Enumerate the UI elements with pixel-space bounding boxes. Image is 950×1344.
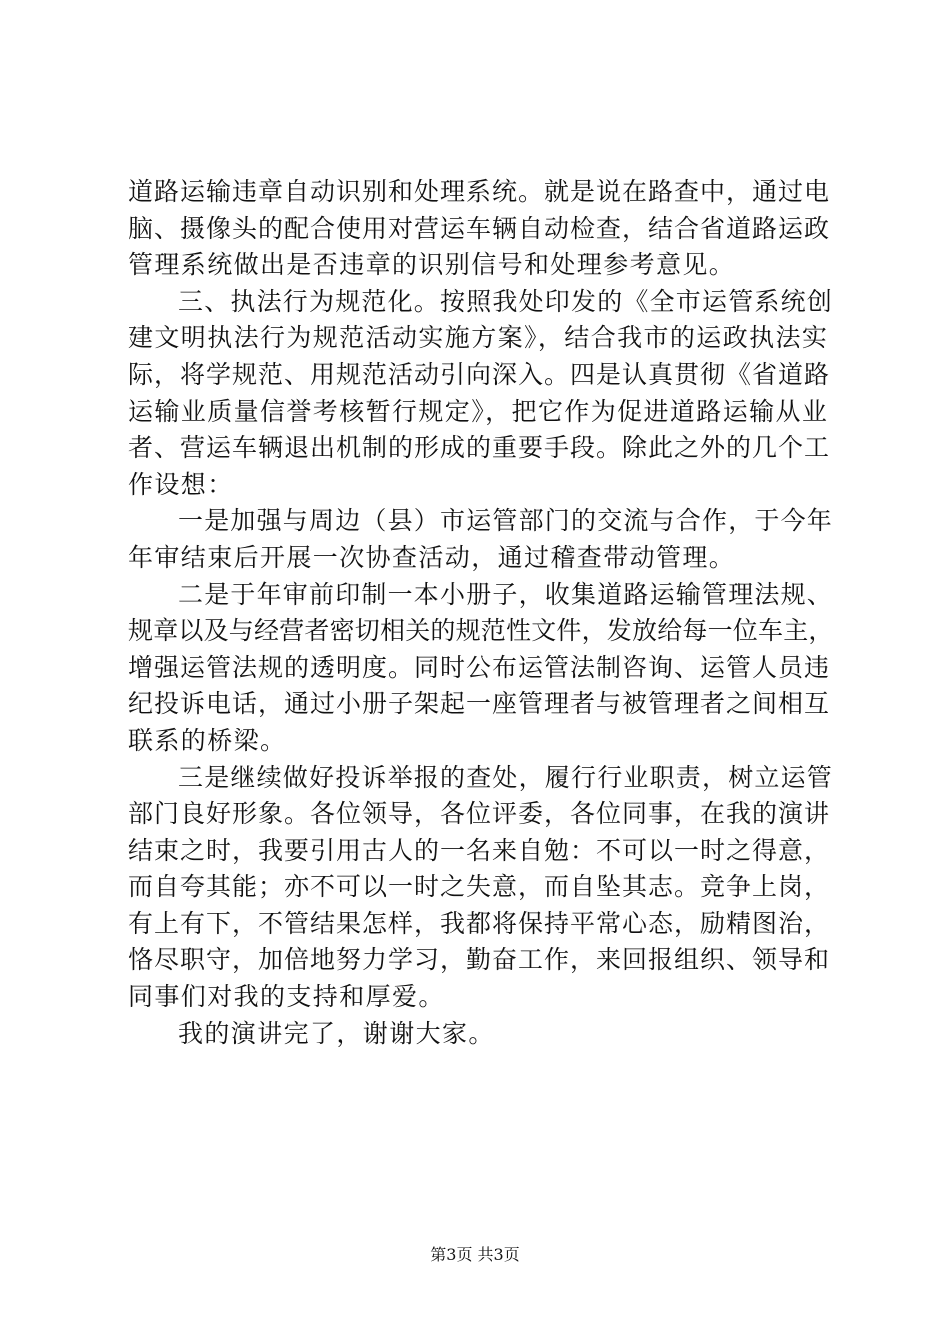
text-line: 部门良好形象。各位领导，各位评委，各位同事，在我的演讲 [128, 799, 831, 829]
text-line: 同事们对我的支持和厚爱。 [128, 982, 445, 1012]
text-line: 联系的桥梁。 [128, 725, 287, 755]
text-line: 规章以及与经营者密切相关的规范性文件，发放给每一位车主， [128, 616, 834, 646]
text-line: 而自夸其能；亦不可以一时之失意，而自坠其志。竞争上岗， [128, 872, 831, 902]
paragraph-start-line: 三是继续做好投诉举报的查处，履行行业职责，树立运管 [178, 762, 834, 792]
text-line: 脑、摄像头的配合使用对营运车辆自动检查，结合省道路运政 [128, 213, 831, 243]
paragraph-start-line: 我的演讲完了，谢谢大家。 [178, 1018, 495, 1048]
paragraph-start-line: 三、执法行为规范化。按照我处印发的《全市运管系统创 [178, 286, 834, 316]
text-line: 际，将学规范、用规范活动引向深入。四是认真贯彻《省道路 [128, 359, 831, 389]
text-line: 年审结束后开展一次协查活动，通过稽查带动管理。 [128, 542, 736, 572]
text-line: 作设想： [128, 469, 234, 499]
text-line: 管理系统做出是否违章的识别信号和处理参考意见。 [128, 250, 736, 280]
document-body [128, 174, 834, 1052]
text-line: 有上有下，不管结果怎样，我都将保持平常心态，励精图治， [128, 908, 831, 938]
text-line: 者、营运车辆退出机制的形成的重要手段。除此之外的几个工 [128, 433, 831, 463]
text-line: 建文明执法行为规范活动实施方案》，结合我市的运政执法实 [128, 323, 829, 353]
page-number-footer: 第3页 共3页 [430, 1245, 520, 1264]
text-line: 恪尽职守，加倍地努力学习，勤奋工作，来回报组织、领导和 [128, 945, 831, 975]
text-line: 结束之时，我要引用古人的一名来自勉：不可以一时之得意， [128, 835, 831, 865]
paragraph-start-line: 二是于年审前印制一本小册子，收集道路运输管理法规、 [178, 579, 834, 609]
text-line: 增强运管法规的透明度。同时公布运管法制咨询、运管人员违 [128, 652, 831, 682]
text-line: 运输业质量信誉考核暂行规定》，把它作为促进道路运输从业 [128, 396, 829, 426]
text-line: 道路运输违章自动识别和处理系统。就是说在路查中，通过电 [128, 177, 831, 206]
paragraph-start-line: 一是加强与周边（县）市运管部门的交流与合作，于今年 [178, 506, 834, 536]
text-line: 纪投诉电话，通过小册子架起一座管理者与被管理者之间相互 [128, 689, 831, 719]
